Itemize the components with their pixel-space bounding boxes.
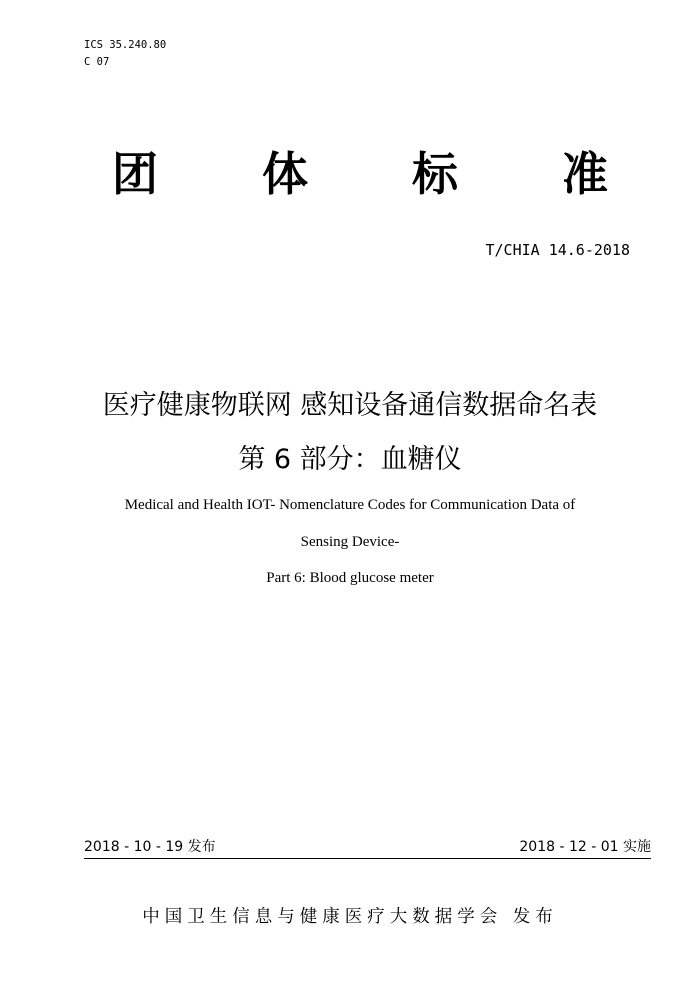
publish-date: 2018 - 10 - 19 发布 [84, 839, 216, 855]
heading-char: 团 [112, 147, 158, 201]
standard-number: T/CHIA 14.6-2018 [485, 241, 630, 259]
title-english-line-3: Part 6: Blood glucose meter [266, 570, 434, 586]
ccs-code: C 07 [84, 56, 110, 68]
title-chinese: 医疗健康物联网 感知设备通信数据命名表 [102, 390, 598, 421]
part-title-chinese: 第 6 部分：血糖仪 [238, 444, 462, 475]
heading-char: 体 [262, 147, 308, 201]
dates-row [84, 836, 651, 859]
ics-code: ICS 35.240.80 [84, 39, 167, 51]
title-english-line-1: Medical and Health IOT- Nomenclature Codes for Communication Data of [124, 497, 576, 513]
standard-type-heading [112, 144, 608, 204]
heading-char: 准 [562, 147, 608, 201]
heading-char: 标 [412, 147, 458, 201]
implementation-date: 2018 - 12 - 01 实施 [519, 839, 651, 855]
publisher: 中国卫生信息与健康医疗大数据学会 发布 [142, 907, 558, 927]
title-english-line-2: Sensing Device- [300, 534, 400, 550]
